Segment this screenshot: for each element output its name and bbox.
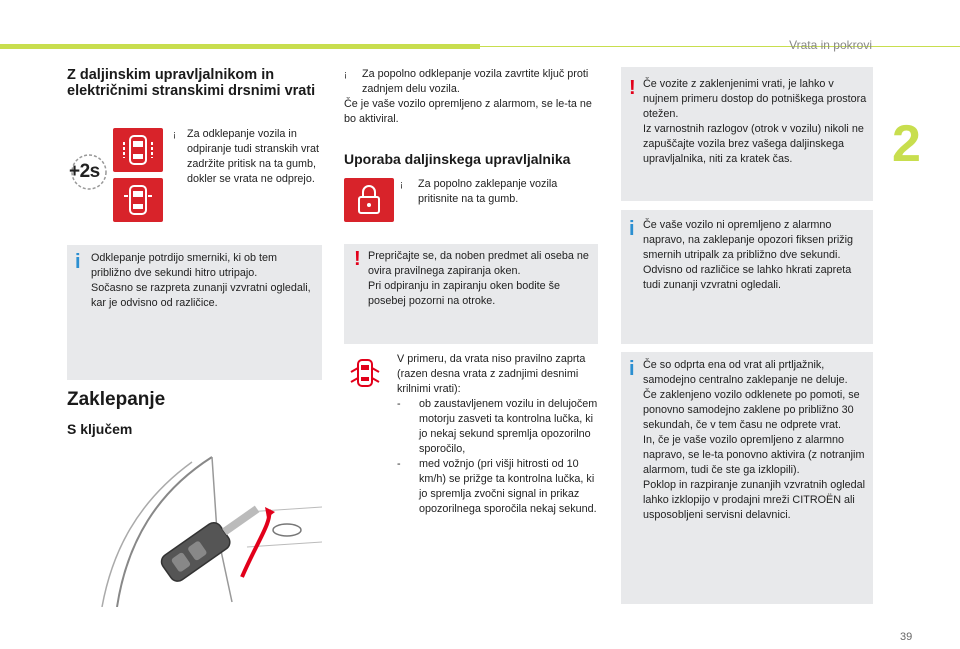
locking-heading: Zaklepanje bbox=[67, 389, 166, 410]
warning-box-locked-driving bbox=[621, 67, 873, 201]
bullet-marker: ¡ bbox=[344, 69, 347, 79]
chapter-number: 2 bbox=[892, 115, 921, 173]
dash-marker: - bbox=[397, 458, 401, 470]
info-icon: i bbox=[629, 358, 635, 380]
warning-box-windows bbox=[344, 244, 598, 344]
info-box-unlock bbox=[67, 245, 322, 380]
unlock-step: ¡ Za odklepanje vozila in odpiranje tudi stranskih vrat zadržite pritisk na ta gumb, dokler se vrata ne odprejo. bbox=[173, 128, 320, 185]
car-unlock-icon bbox=[113, 178, 163, 222]
lock-icon bbox=[344, 178, 394, 222]
car-unlock-sliding-icon bbox=[113, 128, 163, 172]
door-open-warning bbox=[397, 352, 602, 517]
info-box-no-alarm-text: Če vaše vozilo ni opremljeno z alarmno napravo, na zaklepanje opozori fiksen prižig smernih utripalk za približno dve sekundi. Odvisno od različice se lahko hkrati zapreta tudi zunanji vzvratni ogledali. bbox=[643, 219, 854, 291]
remote-sliding-doors-heading: Z daljinskim upravljalnikom in električnimi stranskimi drsnimi vrati bbox=[67, 67, 316, 99]
hold-2s-icon bbox=[67, 152, 111, 192]
alarm-note: Če je vaše vozilo opremljeno z alarmom, se le-ta ne bo aktiviral. bbox=[344, 98, 592, 125]
remote-control-heading: Uporaba daljinskega upravljalnika bbox=[344, 151, 571, 167]
with-key-heading: S ključem bbox=[67, 421, 133, 437]
header-rule bbox=[480, 46, 960, 47]
bullet-marker: ¡ bbox=[400, 179, 403, 189]
list-item: - ob zaustavljenem vozilu in delujočem motorju zasveti ta kontrolna lučka, ki jo nekaj sekund spremlja opozorilno sporočilo, bbox=[397, 398, 598, 455]
car-door-open-icon bbox=[347, 356, 383, 392]
info-icon: i bbox=[75, 251, 81, 273]
info-box-auto-lock-text: Če so odprta ena od vrat ali prtljažnik, samodejno centralno zaklepanje ne deluje. Če zaklenjeno vozilo odklenete po pomoti, se ponovno samodejno zaklene po približno 30 sekundah, če v tem času ne odprete vrat. In, če je vaše vozilo opremljeno z alarmno napravo, se le-ta ponovno aktivira (z notranjim alarmom, tudi če ste ga izklopili). Poklop in razpiranje zunanjih vzvratnih ogledal lahko izklopijo v prodajni mreži CITROËN ali usposobljeni servisni delavnici. bbox=[643, 359, 866, 521]
list-item: - med vožnjo (pri višji hitrosti od 10 km/h) se prižge ta kontrolna lučka, ki jo spremlja zvočni signal in prikaz opozorilnega sporočila nekaj sekund. bbox=[397, 458, 597, 515]
section-title: Vrata in pokrovi bbox=[789, 38, 872, 52]
info-box-no-alarm bbox=[621, 210, 873, 344]
key-in-door-illustration bbox=[97, 452, 322, 607]
hold-2s-label: +2s bbox=[69, 161, 100, 182]
bullet-marker: ¡ bbox=[173, 129, 176, 139]
warning-icon: ! bbox=[354, 248, 361, 270]
unlock-key-text: ¡ Za popolno odklepanje vozila zavrtite ključ proti zadnjem delu vozila. Če je vaše vozilo opremljeno z alarmom, se le-ta ne bo aktiviral. bbox=[344, 67, 599, 127]
door-open-intro: V primeru, da vrata niso pravilno zaprta (razen desna vrata z zadnjimi desnimi krilnimi vrati): bbox=[397, 353, 586, 395]
warning-box-windows-text: Prepričajte se, da noben predmet ali oseba ne ovira pravilnega zapiranja oken. Pri odpiranju in zapiranju oken bodite še posebej pozorni na otroke. bbox=[368, 250, 589, 307]
info-box-unlock-text: Odklepanje potrdijo smerniki, ki ob tem približno dve sekundi hitro utripajo. Sočasno se razpreta zunanji vzvratni ogledali, kar je odvisno od različice. bbox=[91, 252, 311, 309]
page-number: 39 bbox=[900, 631, 913, 643]
info-box-auto-lock bbox=[621, 352, 873, 604]
info-icon: i bbox=[629, 218, 635, 240]
warning-icon: ! bbox=[629, 77, 636, 99]
lock-step: ¡ Za popolno zaklepanje vozila pritisnite na ta gumb. bbox=[400, 178, 558, 205]
warning-box-locked-driving-text: Če vozite z zaklenjenimi vrati, je lahko v nujnem primeru dostop do potniškega prostora otežen. Iz varnostnih razlogov (otrok v vozilu) nikoli ne zapuščajte vozila brez vašega daljinskega upravljalnika, niti za kratek čas. bbox=[643, 78, 867, 165]
header-accent-bar bbox=[0, 44, 480, 49]
dash-marker: - bbox=[397, 398, 401, 410]
